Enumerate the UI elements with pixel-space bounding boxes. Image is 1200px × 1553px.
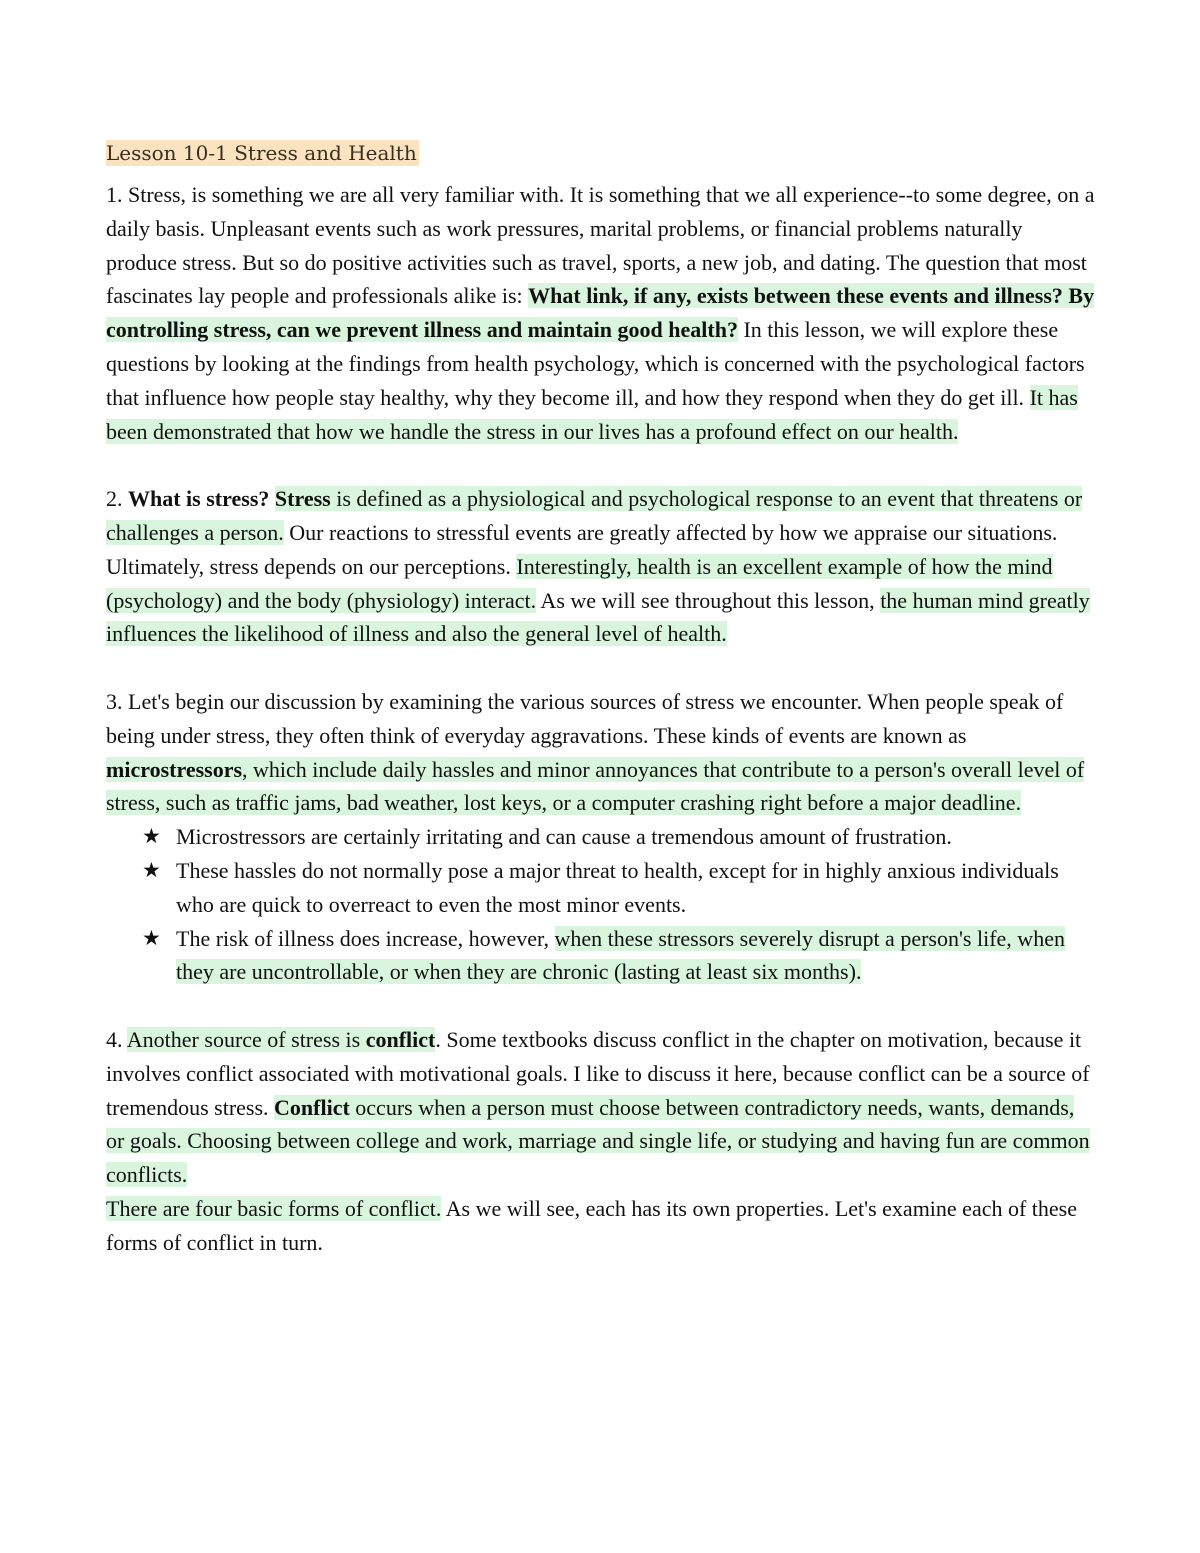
paragraph-4-continued (106, 1192, 1096, 1260)
paragraph-3-bold-term: microstressors (106, 756, 243, 782)
paragraph-2-number: 2. (106, 486, 128, 512)
paragraph-1-text: 1. Stress, is something we are all very familiar with. It is something that we all experience--to some degree, on a daily basis. Unpleasant events such as work pressures, marital problems, or financial problems naturally produce stress. But so do positive activities such as travel, sports, a new job, and dating. The question that most fascinates lay people and professionals alike is: (106, 182, 1095, 309)
paragraph-2-bold-question: What is stress? (128, 486, 270, 512)
list-item-text: These hassles do not normally pose a major threat to health, except for in highly anxious individuals who are quick to overreact to even the most minor events. (176, 857, 1059, 917)
list-item-text: Microstressors are certainly irritating and can cause a tremendous amount of frustration. (176, 824, 952, 850)
paragraph-4-text-2: As we will see, each has its own properties. Let's examine each of these forms of conflict in turn. (106, 1195, 1078, 1255)
paragraph-3-highlight: , which include daily hassles and minor annoyances that contribute to a person's overall level of stress, such as traffic jams, bad weather, lost keys, or a computer crashing right before a major deadline. (106, 756, 1085, 816)
paragraph-2-highlight-3: the human mind greatly influences the likelihood of illness and also the general level of health. (106, 587, 1090, 647)
list-item-highlight: when these stressors severely disrupt a person's life, when they are uncontrollable, or when they are chronic (lasting at least six months). (176, 925, 1065, 985)
list-item (106, 820, 1096, 854)
paragraph-2-bold-term: Stress (274, 486, 331, 512)
paragraph-2-text: Our reactions to stressful events are greatly affected by how we appraise our situations. Ultimately, stress depends on our perceptions. (106, 519, 1058, 579)
paragraph-2-highlight-2: Interestingly, health is an excellent example of how the mind (psychology) and the body (physiology) interact. (106, 553, 1053, 613)
paragraph-4 (106, 1023, 1096, 1192)
paragraph-3 (106, 685, 1096, 820)
paragraph-2 (106, 482, 1096, 651)
lesson-title (106, 137, 1096, 170)
paragraph-1 (106, 178, 1096, 448)
star-icon: ★ (142, 925, 161, 950)
list-item (106, 854, 1096, 922)
list-item-text: The risk of illness does increase, however, (176, 925, 555, 951)
paragraph-spacer (106, 989, 1096, 1023)
paragraph-4-bold-term-2: Conflict (274, 1094, 350, 1120)
paragraph-spacer (106, 448, 1096, 482)
paragraph-2-text-2: As we will see throughout this lesson, (536, 587, 881, 613)
paragraph-4-number: 4. (106, 1026, 127, 1052)
paragraph-2-highlight-1: is defined as a physiological and psychological response to an event that threatens or challenges a person. (106, 486, 1083, 545)
paragraph-4-highlight-3: There are four basic forms of conflict. (106, 1195, 442, 1221)
paragraph-3-text: 3. Let's begin our discussion by examining the various sources of stress we encounter. When people speak of being under stress, they often think of everyday aggravations. These kinds of events are known as (106, 688, 1064, 748)
paragraph-4-highlight-1: Another source of stress is (126, 1026, 366, 1052)
paragraph-1-highlight: It has been demonstrated that how we handle the stress in our lives has a profound effect on our health. (106, 384, 1078, 444)
bullet-list (106, 820, 1096, 989)
lesson-title-text: Lesson 10-1 Stress and Health (106, 141, 417, 165)
list-item (106, 922, 1096, 990)
paragraph-4-text: . Some textbooks discuss conflict in the chapter on motivation, because it involves conflict associated with motivational goals. I like to discuss it here, because conflict can be a source of tremendous stress. (106, 1026, 1090, 1120)
document-page (106, 137, 1096, 1260)
paragraph-1-text-2: In this lesson, we will explore these questions by looking at the findings from health psychology, which is concerned with the psychological factors that influence how people stay healthy, why they become ill, and how they respond when they do get ill. (106, 317, 1085, 410)
paragraph-4-bold-term: conflict (365, 1026, 436, 1052)
star-icon: ★ (142, 857, 161, 882)
star-icon: ★ (142, 824, 161, 849)
paragraph-4-highlight-2: occurs when a person must choose between contradictory needs, wants, demands, or goals. Choosing between college and work, marriage and single life, or studying and having fun are common conflicts. (106, 1094, 1090, 1188)
paragraph-spacer (106, 651, 1096, 685)
paragraph-1-bold-question: What link, if any, exists between these events and illness? By controlling stress, can we prevent illness and maintain good health? (106, 283, 1095, 343)
